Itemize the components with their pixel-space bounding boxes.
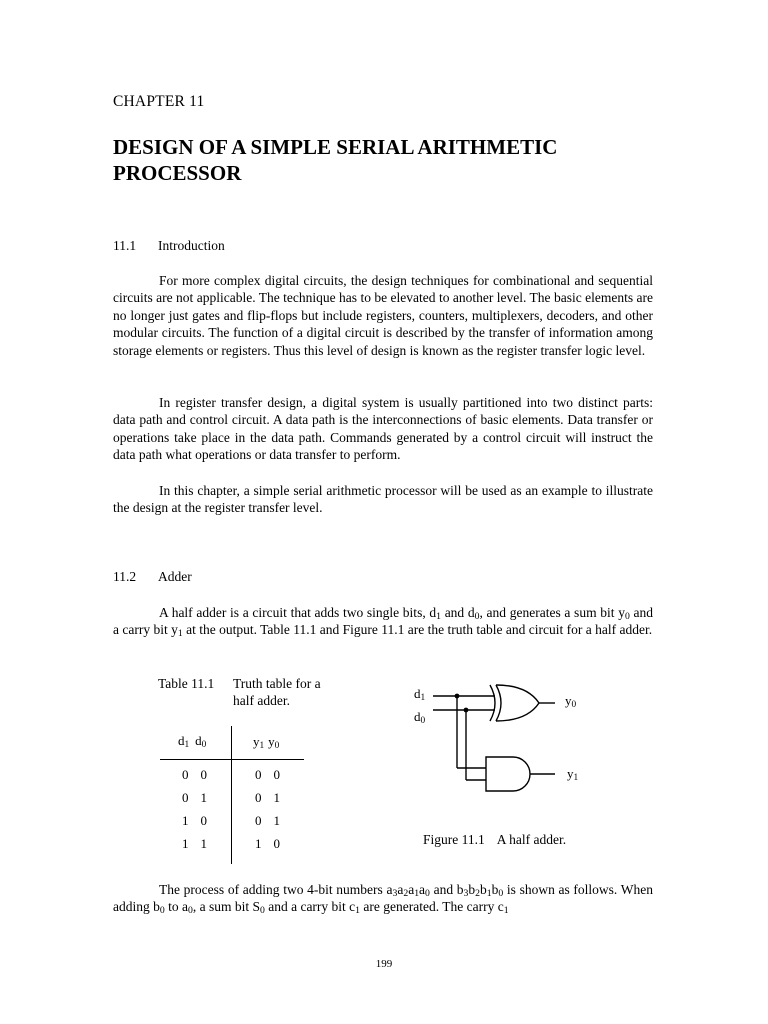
text-run: , and generates a sum bit y <box>479 605 625 620</box>
cell-y1: 0 <box>255 790 262 805</box>
paragraph-text: For more complex digital circuits, the design techniques for combinational and sequential circuits are not applicable. The technique has to be elevated to another level. The basic elements are no longer just gates and flip-flops but include registers, counters, multiplexers, decoders, and other modular circuits. The function of a digital circuit is described by the transfer of information among storage elements or registers. Thus this level of design is known as the register transfer logic level. <box>113 273 653 358</box>
subscript: 0 <box>498 888 504 900</box>
table-row-outputs <box>255 813 280 829</box>
subscript: 2 <box>475 888 480 900</box>
cell-y0: 1 <box>273 813 280 828</box>
cell-d1: 1 <box>182 836 189 851</box>
table-row-outputs <box>255 790 280 806</box>
cell-y1: 0 <box>255 813 262 828</box>
half-adder-figure <box>405 680 605 805</box>
text-run: The process of adding two 4-bit numbers a <box>159 882 393 897</box>
label-text: d <box>414 709 421 724</box>
header-d1: d <box>178 733 185 748</box>
text-run: a <box>419 882 426 897</box>
input-label-d0 <box>414 709 425 725</box>
section-number: 11.1 <box>113 238 137 253</box>
header-y1: y <box>253 734 260 749</box>
cell-y0: 1 <box>273 790 280 805</box>
subscript: 1 <box>436 611 441 623</box>
subscript: 0 <box>571 700 577 711</box>
text-run: is shown as follows. When adding b <box>113 882 653 915</box>
subscript: 1 <box>486 888 492 900</box>
text-run: b <box>479 882 487 897</box>
cell-y0: 0 <box>273 836 280 851</box>
cell-y1: 0 <box>255 767 262 782</box>
chapter-title: DESIGN OF A SIMPLE SERIAL ARITHMETIC PROCESSOR <box>113 135 558 185</box>
subscript: 0 <box>420 716 426 727</box>
subscript: 2 <box>403 888 409 900</box>
text-run: at the output. Table 11.1 and Figure 11.1 are the truth table and circuit for a half adder. <box>182 622 653 638</box>
label-text: y <box>565 693 572 708</box>
cell-d1: 1 <box>182 813 189 828</box>
text-run: and b <box>429 882 464 897</box>
chapter-label: CHAPTER 11 <box>113 93 205 110</box>
table-caption-label: Table 11.1 <box>158 676 215 691</box>
table-row <box>182 790 207 806</box>
table-header-outputs <box>253 734 279 750</box>
subscript: 1 <box>573 773 579 784</box>
intro-paragraph-3 <box>113 482 653 517</box>
cell-d1: 0 <box>182 790 189 805</box>
table-caption-line-2: half adder. <box>233 693 290 708</box>
text-run: to a <box>164 899 188 915</box>
subscript: 1 <box>177 628 183 640</box>
subscript: 0 <box>159 905 165 917</box>
subscript: 1 <box>414 888 420 900</box>
text-run: and d <box>441 605 475 620</box>
subscript: 0 <box>201 740 207 751</box>
text-run: A half adder is a circuit that adds two single bits, d <box>159 605 437 620</box>
cell-d0: 1 <box>200 836 207 851</box>
adder-paragraph-1 <box>113 604 653 639</box>
figure-caption-text: A half adder. <box>496 832 567 847</box>
text-run: and a carry bit c <box>264 899 356 915</box>
text-run: and a carry bit y <box>113 605 653 638</box>
page-number: 199 <box>375 958 393 970</box>
header-y0: y <box>268 734 275 749</box>
intro-paragraph-1 <box>113 272 653 359</box>
section-heading-adder <box>113 569 192 585</box>
figure-caption-label: Figure 11.1 <box>423 832 485 847</box>
subscript: 3 <box>392 888 398 900</box>
section-number: 11.2 <box>113 569 137 584</box>
subscript: 0 <box>274 741 280 752</box>
subscript: 0 <box>425 888 430 900</box>
subscript: 0 <box>187 905 193 917</box>
subscript: 0 <box>474 611 480 623</box>
subscript: 1 <box>420 693 426 704</box>
section-title: Adder <box>158 569 192 584</box>
adder-paragraph-2 <box>113 881 653 916</box>
cell-y1: 1 <box>255 836 262 851</box>
cell-d0: 0 <box>200 813 207 828</box>
subscript: 1 <box>184 740 190 751</box>
section-heading-introduction <box>113 238 225 254</box>
cell-d0: 1 <box>200 790 207 805</box>
subscript: 1 <box>259 741 265 752</box>
figure-caption <box>423 831 566 848</box>
header-d0: d <box>195 733 202 748</box>
intro-paragraph-2 <box>113 394 653 464</box>
text-run: a <box>408 882 415 897</box>
paragraph-text: In this chapter, a simple serial arithmetic processor will be used as an example to illustrate the design at the register transfer level. <box>113 483 653 516</box>
output-label-y0 <box>565 693 576 709</box>
table-vertical-rule <box>231 726 232 864</box>
truth-table <box>160 726 310 866</box>
xor-gate-back-curve <box>490 685 495 721</box>
output-label-y1 <box>567 766 578 782</box>
table-row <box>182 767 207 783</box>
text-run: a <box>397 882 404 897</box>
table-horizontal-rule <box>160 759 304 760</box>
subscript: 0 <box>259 905 265 917</box>
cell-d0: 0 <box>200 767 207 782</box>
label-text: d <box>414 686 421 701</box>
subscript: 0 <box>624 611 630 623</box>
cell-d1: 0 <box>182 767 189 782</box>
subscript: 1 <box>355 905 361 917</box>
junction-dot <box>464 708 469 713</box>
text-run: are generated. The carry c <box>360 899 504 915</box>
text-run: b <box>468 882 476 897</box>
xor-gate-body <box>496 685 539 721</box>
cell-y0: 0 <box>273 767 280 782</box>
table-row-outputs <box>255 767 280 783</box>
subscript: 3 <box>463 888 469 900</box>
table-row-outputs <box>255 836 280 852</box>
label-text: y <box>567 766 574 781</box>
paragraph-text: In register transfer design, a digital system is usually partitioned into two distinct parts: data path and control circuit. A data path is the interconnections of basic elements. Data transfer or operations take place in the data path. Commands generated by a control circuit will instruct the data path what operations or data transfer to perform. <box>113 395 653 463</box>
input-label-d1 <box>414 686 425 702</box>
table-header-inputs <box>178 733 206 749</box>
subscript: 1 <box>503 905 509 917</box>
junction-dot <box>455 694 460 699</box>
section-title: Introduction <box>158 238 225 253</box>
text-run: b <box>491 882 499 897</box>
table-row <box>182 813 207 829</box>
and-gate-body <box>486 757 530 791</box>
table-row <box>182 836 207 852</box>
table-caption-line-1: Truth table for a <box>233 676 321 691</box>
text-run: , a sum bit S <box>192 899 260 915</box>
